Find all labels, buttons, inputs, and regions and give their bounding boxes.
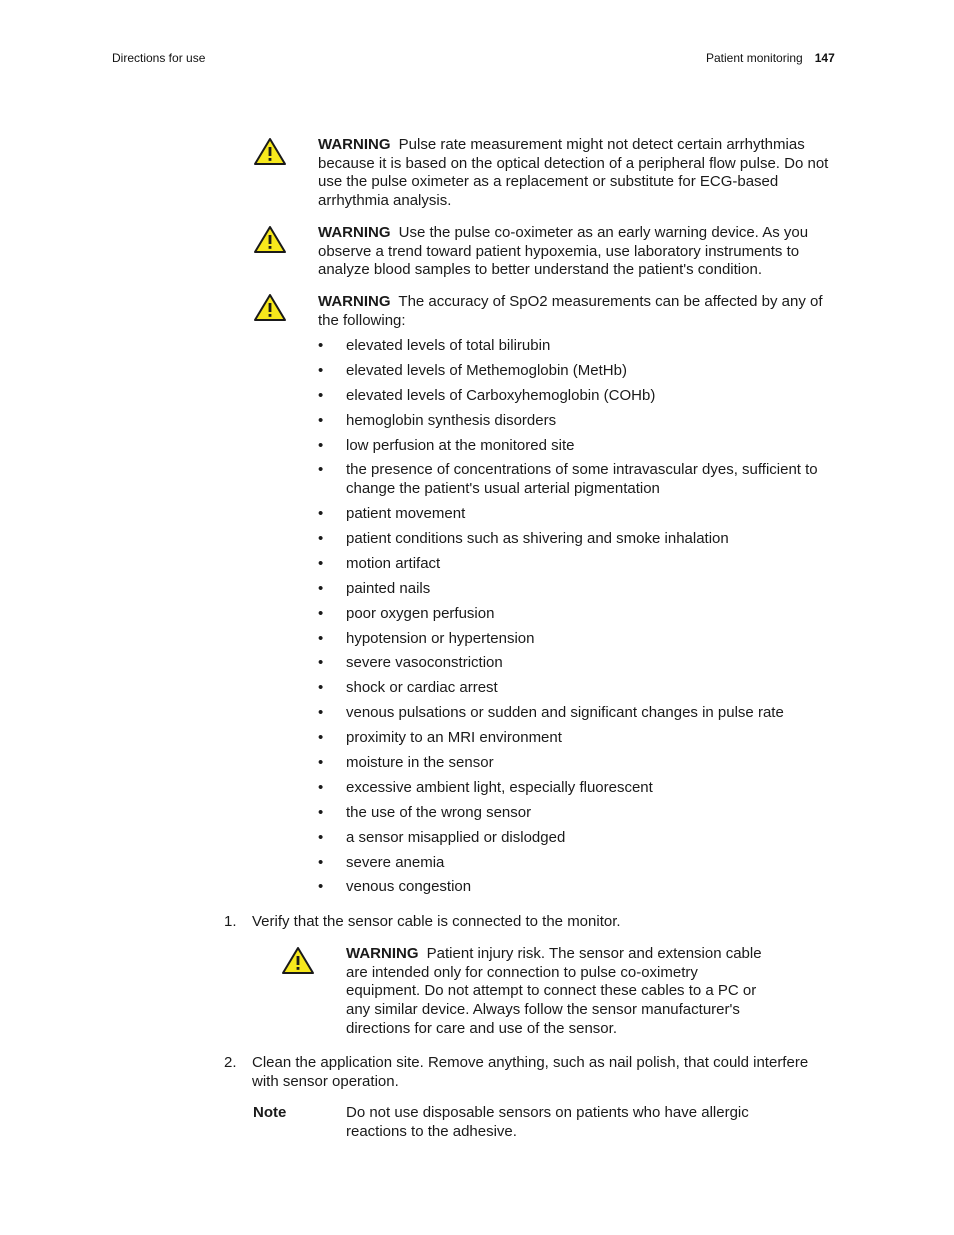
list-item	[318, 580, 858, 599]
bullet-icon: •	[318, 679, 324, 697]
bullet-icon: •	[318, 853, 324, 871]
bullet-icon: •	[318, 505, 324, 523]
bullet-icon: •	[318, 386, 324, 404]
list-item	[318, 704, 858, 723]
list-item	[318, 729, 858, 748]
warning-arrhythmia	[318, 136, 838, 211]
list-item	[318, 555, 858, 574]
list-item	[318, 804, 858, 823]
bullet-icon: •	[318, 436, 324, 454]
list-item-text: the presence of concentrations of some intravascular dyes, sufficient to change the patient's usual arterial pigmentation	[346, 461, 818, 498]
list-item-text: venous pulsations or sudden and significant changes in pulse rate	[346, 704, 784, 722]
warning-hypoxemia	[318, 224, 838, 280]
bullet-icon: •	[318, 878, 324, 896]
list-item-text: excessive ambient light, especially fluorescent	[346, 778, 653, 796]
bullet-icon: •	[318, 629, 324, 647]
list-item	[318, 654, 858, 673]
list-item	[318, 412, 858, 431]
list-item-text: elevated levels of Methemoglobin (MetHb)	[346, 361, 627, 379]
running-header-right	[706, 50, 835, 66]
list-item	[318, 854, 858, 873]
list-item	[318, 387, 858, 406]
list-item-text: patient movement	[346, 505, 466, 523]
list-item-text: motion artifact	[346, 554, 441, 572]
bullet-icon: •	[318, 753, 324, 771]
warning-text: Use the pulse co-oximeter as an early warning device. As you observe a trend toward patient hypoxemia, use laboratory instruments to analyze blood samples to better understand the patient's condition.	[318, 224, 809, 279]
list-item	[318, 630, 858, 649]
list-item	[318, 754, 858, 773]
list-item-text: poor oxygen perfusion	[346, 604, 495, 622]
list-item-text: low perfusion at the monitored site	[346, 436, 575, 454]
bullet-icon: •	[318, 337, 324, 354]
list-item-text: the use of the wrong sensor	[346, 803, 532, 821]
list-item	[318, 461, 858, 498]
list-item-text: moisture in the sensor	[346, 753, 494, 771]
bullet-icon: •	[318, 411, 324, 429]
bullet-icon: •	[318, 604, 324, 622]
list-item	[318, 337, 858, 356]
warning-triangle-icon	[253, 137, 287, 167]
bullet-icon: •	[318, 554, 324, 572]
section-title: Patient monitoring	[706, 51, 803, 65]
list-item-text: patient conditions such as shivering and smoke inhalation	[346, 529, 729, 547]
list-item-text: elevated levels of total bilirubin	[346, 337, 551, 354]
step-text: Clean the application site. Remove anything, such as nail polish, that could interfere with sensor operation.	[252, 1054, 809, 1090]
list-item-text: venous congestion	[346, 878, 472, 896]
list-item	[318, 505, 858, 524]
bullet-icon: •	[318, 778, 324, 796]
warning-patient-injury	[346, 945, 766, 1039]
list-item-text: painted nails	[346, 579, 431, 597]
list-item	[318, 362, 858, 381]
warning-triangle-icon	[253, 293, 287, 323]
note-text: Do not use disposable sensors on patients who have allergic reactions to the adhesive.	[346, 1104, 749, 1140]
note-label: Note	[253, 1104, 287, 1121]
bullet-icon: •	[318, 361, 324, 379]
warning-triangle-icon	[281, 946, 315, 976]
list-item	[318, 779, 858, 798]
warning-label: WARNING	[318, 293, 391, 310]
list-item-text: hemoglobin synthesis disorders	[346, 411, 557, 429]
warning-label: WARNING	[318, 224, 391, 241]
list-item-text: a sensor misapplied or dislodged	[346, 828, 566, 846]
list-item-text: severe anemia	[346, 853, 445, 871]
list-item-text: proximity to an MRI environment	[346, 729, 562, 747]
list-item	[318, 679, 858, 698]
factor-list	[318, 337, 858, 903]
running-header-left: Directions for use	[112, 51, 206, 65]
list-item	[318, 530, 858, 549]
step-number: 2.	[224, 1054, 237, 1071]
list-item	[318, 829, 858, 848]
list-item-text: hypotension or hypertension	[346, 629, 535, 647]
list-item	[318, 605, 858, 624]
bullet-icon: •	[318, 654, 324, 672]
list-item-text: severe vasoconstriction	[346, 654, 503, 672]
bullet-icon: •	[318, 704, 324, 722]
list-item-text: shock or cardiac arrest	[346, 679, 498, 697]
warning-text: Pulse rate measurement might not detect certain arrhythmias because it is based on the optical detection of a peripheral flow pulse. Do not use the pulse oximeter as a replacement or substitute for ECG-based arrhythmia analysis.	[318, 136, 829, 210]
bullet-icon: •	[318, 828, 324, 846]
warning-text: Patient injury risk. The sensor and extension cable are intended only for connection to pulse co-oximetry equipment. Do not attempt to connect these cables to a PC or any similar device. Always follow the sensor manufacturer's directions for care and use of the sensor.	[346, 945, 762, 1037]
bullet-icon: •	[318, 529, 324, 547]
warning-label: WARNING	[318, 136, 391, 153]
page-number: 147	[814, 51, 835, 65]
list-item	[318, 878, 858, 897]
bullet-icon: •	[318, 729, 324, 747]
list-item-text: elevated levels of Carboxyhemoglobin (COHb)	[346, 386, 656, 404]
warning-label: WARNING	[346, 945, 419, 962]
warning-text: The accuracy of SpO2 measurements can be affected by any of the following:	[318, 293, 823, 329]
warning-spo2-accuracy	[318, 293, 838, 330]
bullet-icon: •	[318, 579, 324, 597]
list-item	[318, 437, 858, 456]
warning-triangle-icon	[253, 225, 287, 255]
bullet-icon: •	[318, 803, 324, 821]
step-number: 1.	[224, 913, 237, 930]
bullet-icon: •	[318, 461, 324, 479]
step-text: Verify that the sensor cable is connected to the monitor.	[252, 913, 621, 930]
